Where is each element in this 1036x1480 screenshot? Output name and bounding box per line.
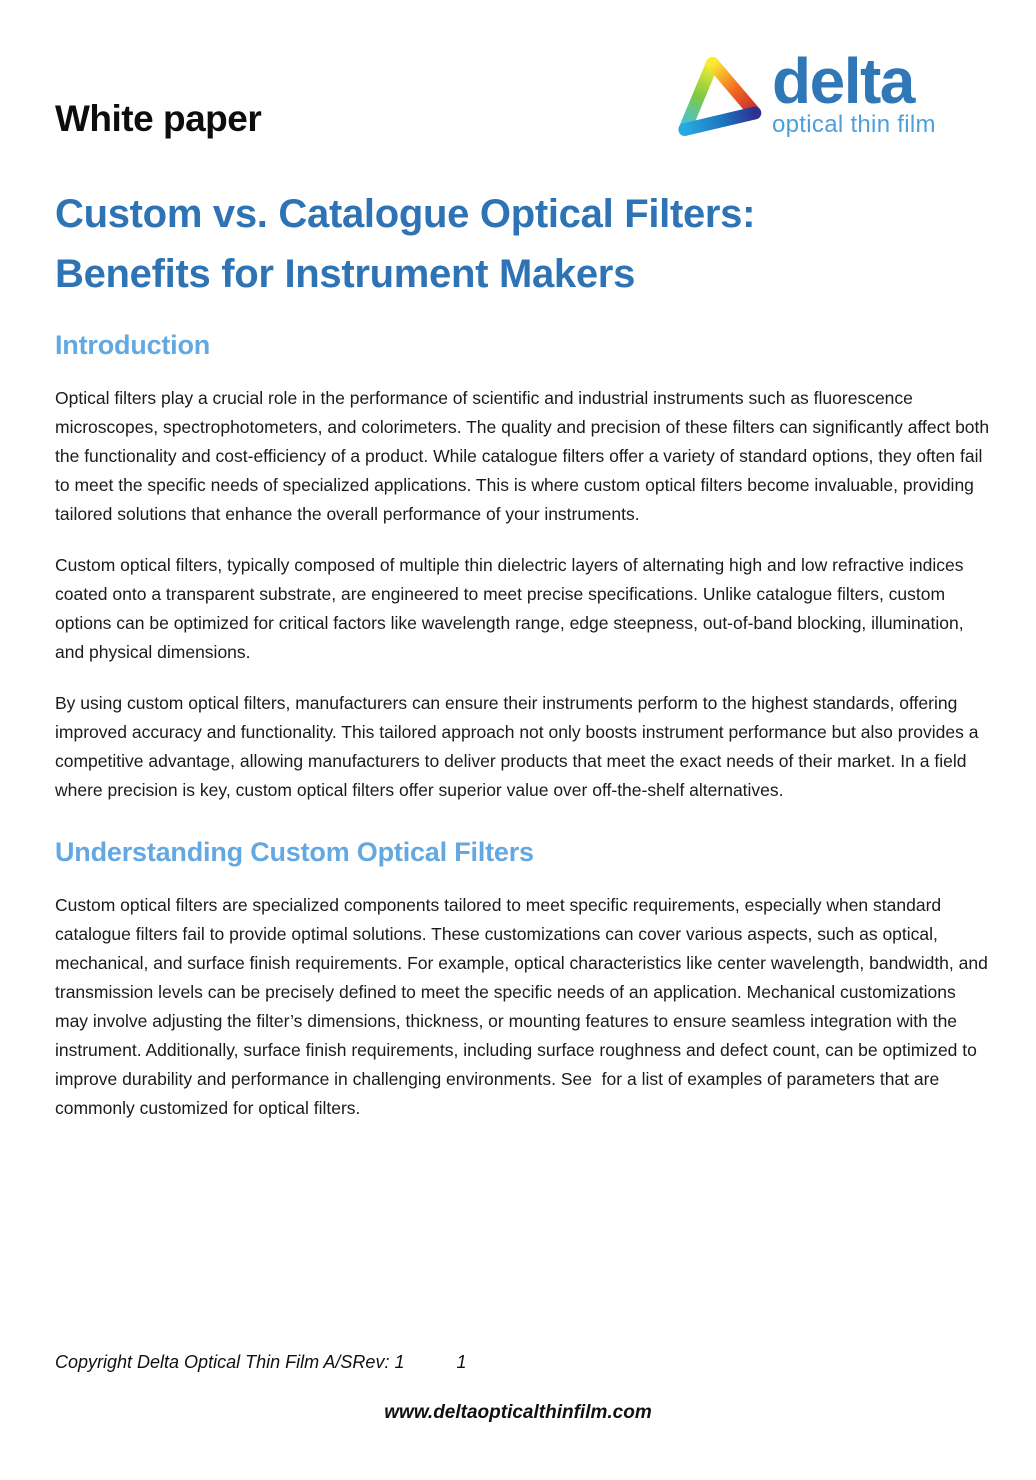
delta-logo: [672, 45, 992, 160]
paragraph: By using custom optical filters, manufacturers can ensure their instruments perform to the highest standards, offering improved accuracy and functionality. This tailored approach not only boosts instrument performance but also provides a competitive advantage, allowing manufacturers to deliver products that meet the exact needs of their market. In a field where precision is key, custom optical filters offer superior value over off-the-shelf alternatives.: [55, 693, 984, 800]
delta-triangle-icon: [672, 52, 764, 155]
section-heading-understanding-custom-optical-filters: Understanding Custom Optical Filters: [55, 837, 534, 867]
document-title: [55, 184, 915, 304]
document-kind-label: White paper: [55, 98, 262, 139]
website-url[interactable]: www.deltaopticalthinfilm.com: [384, 1402, 652, 1423]
footer: [55, 1352, 466, 1373]
logo-tagline: optical thin film: [772, 111, 936, 138]
section-heading-introduction: Introduction: [55, 330, 211, 360]
document-body: [55, 330, 995, 1145]
footer-copyright: Copyright Delta Optical Thin Film A/SRev: 1: [55, 1352, 405, 1372]
paragraph: Optical filters play a crucial role in the performance of scientific and industrial instruments such as fluorescence microscopes, spectrophotometers, and colorimeters. The quality and precision of these filters can significantly affect both the functionality and cost-efficiency of a product. While catalogue filters offer a variety of standard options, they often fail to meet the specific needs of specialized applications. This is where custom optical filters become invaluable, providing tailored solutions that enhance the overall performance of your instruments.: [55, 388, 995, 524]
paragraph: Custom optical filters, typically composed of multiple thin dielectric layers of alternating high and low refractive indices coated onto a transparent substrate, are engineered to meet precise specifications. Unlike catalogue filters, custom options can be optimized for critical factors like wavelength range, edge steepness, out-of-band blocking, illumination, and physical dimensions.: [55, 555, 969, 662]
logo-wordmark: delta: [772, 45, 914, 117]
document-title-line1: Custom vs. Catalogue Optical Filters:: [55, 192, 756, 236]
footer-page-number: 1: [456, 1352, 467, 1372]
paragraph: Custom optical filters are specialized components tailored to meet specific requirements, especially when standard catalogue filters fail to provide optimal solutions. These customizations can cover various aspects, such as optical, mechanical, and surface finish requirements. For example, optical characteristics like center wavelength, bandwidth, and transmission levels can be precisely defined to meet the specific needs of an application. Mechanical customizations may involve adjusting the filter’s dimensions, thickness, or mounting features to ensure seamless integration with the instrument. Additionally, surface finish requirements, including surface roughness and defect count, can be optimized to improve durability and performance in challenging environments. See for a list of examples of parameters that are commonly customized for optical filters.: [55, 895, 993, 1118]
document-title-line2: Benefits for Instrument Makers: [55, 252, 636, 296]
